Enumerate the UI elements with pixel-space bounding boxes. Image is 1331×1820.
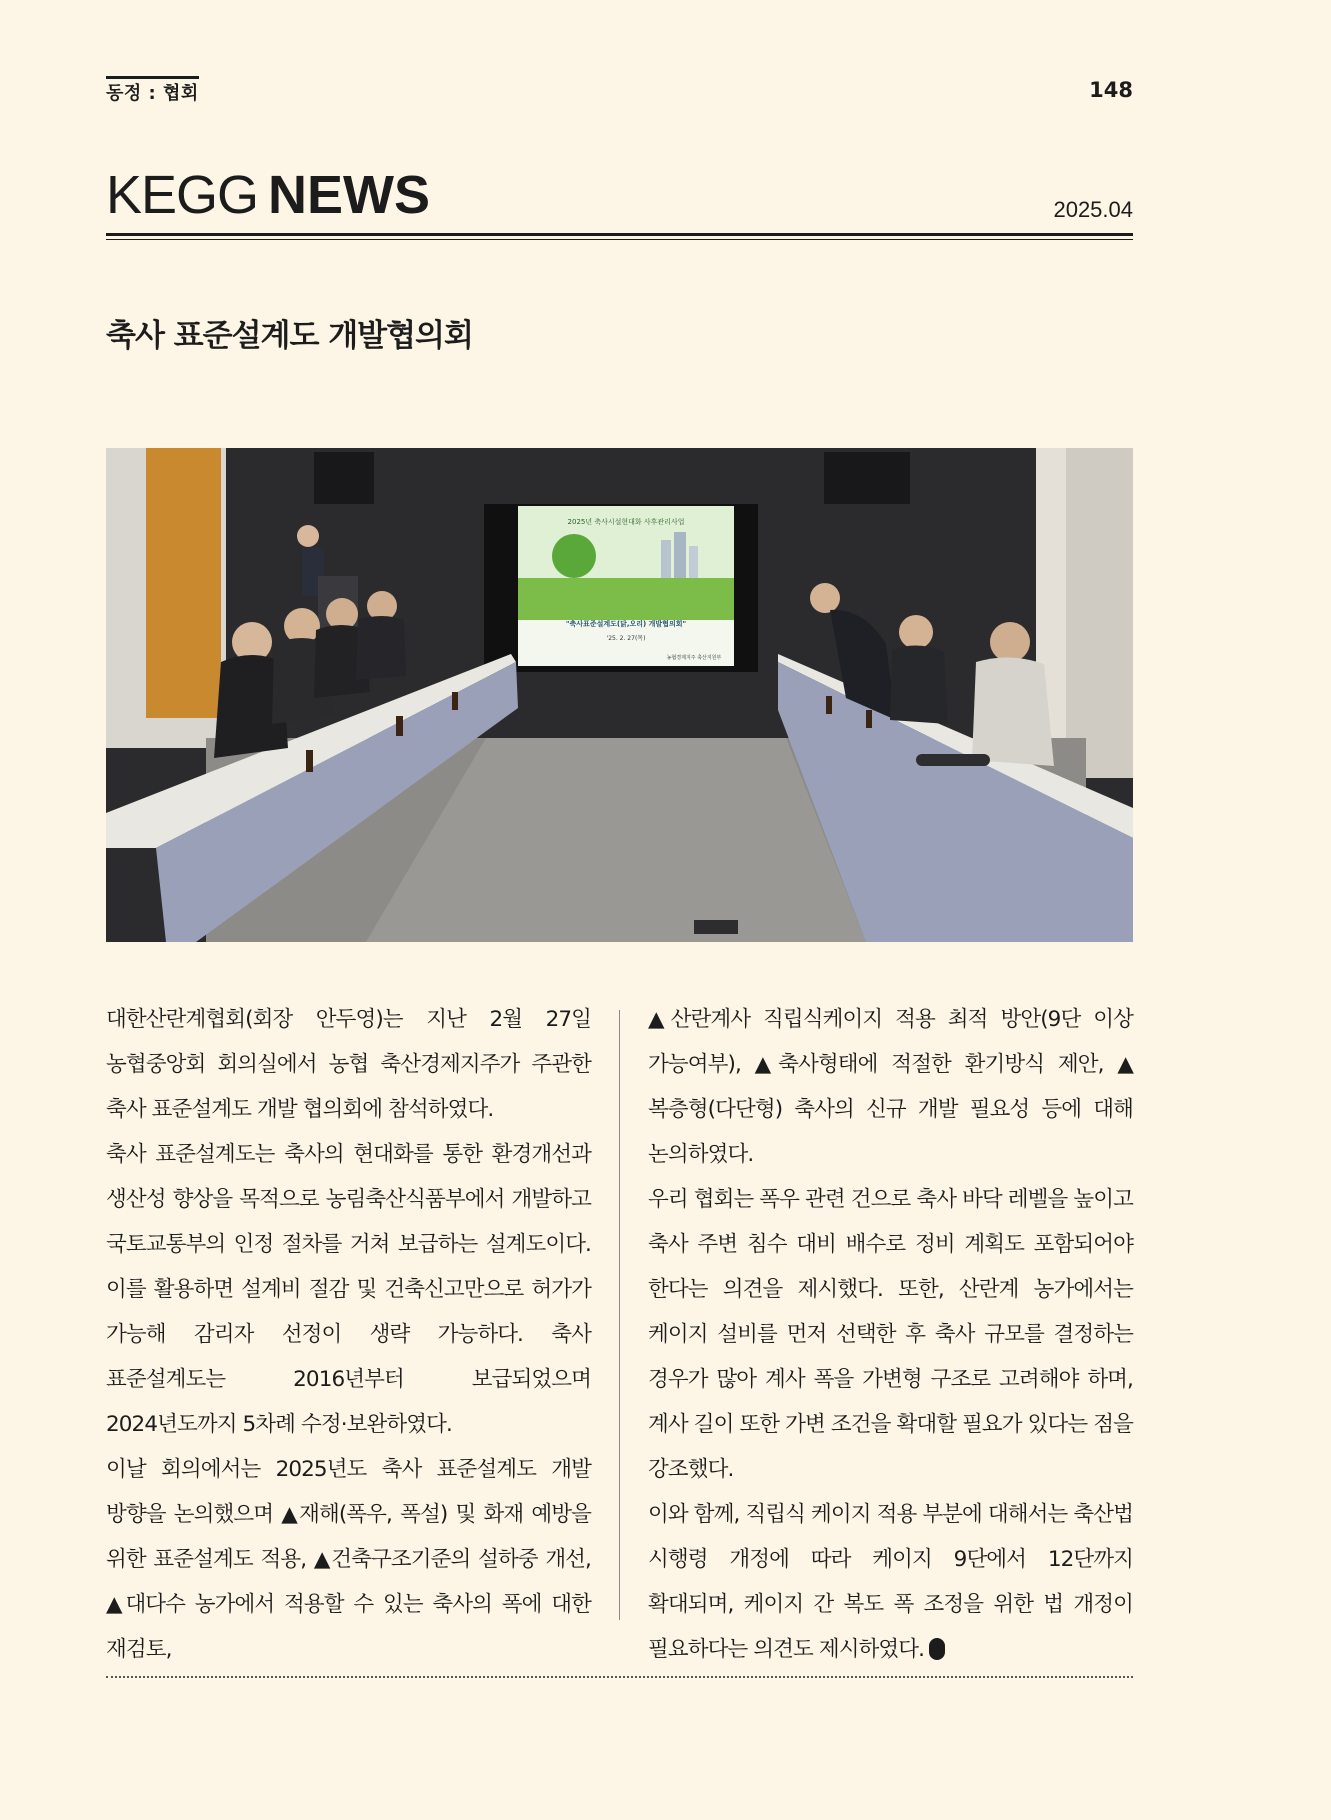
footer-rule	[106, 1676, 1133, 1678]
screen-line-4: 농협경제지주 축산지원부	[666, 655, 722, 661]
paragraph: ▲산란계사 직립식케이지 적용 최적 방안(9단 이상 가능여부), ▲축사형태에 적절한 환기방식 제안, ▲복층형(다단형) 축사의 신규 개발 필요성 등에 대해 논의하였다.	[648, 1007, 1133, 1167]
masthead-brand-thin: KEGG	[106, 165, 259, 225]
paragraph-last-text: 이와 함께, 직립식 케이지 적용 부분에 대해서는 축산법 시행령 개정에 따라 케이지 9단에서 12단까지 확대되며, 케이지 간 복도 폭 조정을 위한 법 개정이 필요하다는 의견도 제시하였다.	[648, 1502, 1133, 1662]
screen-line-2: "축사표준설계도(닭,오리) 개발협의회"	[565, 620, 687, 628]
article-title: 축사 표준설계도 개발협의회	[106, 317, 473, 354]
paragraph: 대한산란계협회(회장 안두영)는 지난 2월 27일 농협중앙회 회의실에서 농협 축산경제지주가 주관한 축사 표준설계도 개발 협의회에 참석하였다.	[106, 1007, 591, 1122]
header-rule-thin	[106, 239, 1133, 240]
column-divider	[619, 1010, 620, 1620]
screen-line-1: 2025년 축사시설현대화 사후관리사업	[567, 518, 685, 526]
page-number: 148	[1089, 78, 1133, 102]
screen-line-3: '25. 2. 27(목)	[606, 635, 646, 642]
paragraph: 이날 회의에서는 2025년도 축사 표준설계도 개발 방향을 논의했으며 ▲재해(폭우, 폭설) 및 화재 예방을 위한 표준설계도 적용, ▲건축구조기준의 설하중 개선, ▲대다수 농가에서 적용할 수 있는 축사의 폭에 대한 재검토,	[106, 1457, 591, 1662]
article-column-right	[648, 997, 1133, 1672]
issue-date: 2025.04	[1053, 197, 1133, 222]
article-photo	[106, 448, 1133, 942]
meeting-room-illustration	[106, 448, 1133, 942]
masthead	[106, 165, 431, 225]
article-column-left	[106, 997, 591, 1672]
masthead-brand-bold: NEWS	[268, 165, 431, 225]
paragraph-last	[648, 1492, 1133, 1672]
paragraph: 우리 협회는 폭우 관련 건으로 축사 바닥 레벨을 높이고 축사 주변 침수 대비 배수로 정비 계획도 포함되어야 한다는 의견을 제시했다. 또한, 산란계 농가에서는 케이지 설비를 먼저 선택한 후 축사 규모를 결정하는 경우가 많아 계사 폭을 가변형 구조로 고려해야 하며, 계사 길이 또한 가변 조건을 확대할 필요가 있다는 점을 강조했다.	[648, 1187, 1133, 1482]
paragraph: 축사 표준설계도는 축사의 현대화를 통한 환경개선과 생산성 향상을 목적으로 농림축산식품부에서 개발하고 국토교통부의 인정 절차를 거쳐 보급하는 설계도이다. 이를 활용하면 설계비 절감 및 건축신고만으로 허가가 가능해 감리자 선정이 생략 가능하다. 축사 표준설계도는 2016년부터 보급되었으며 2024년도까지 5차례 수정·보완하였다.	[106, 1142, 591, 1437]
header-rule	[106, 233, 1133, 236]
end-mark-icon	[929, 1638, 945, 1660]
section-label: 동정 : 협회	[106, 76, 199, 103]
